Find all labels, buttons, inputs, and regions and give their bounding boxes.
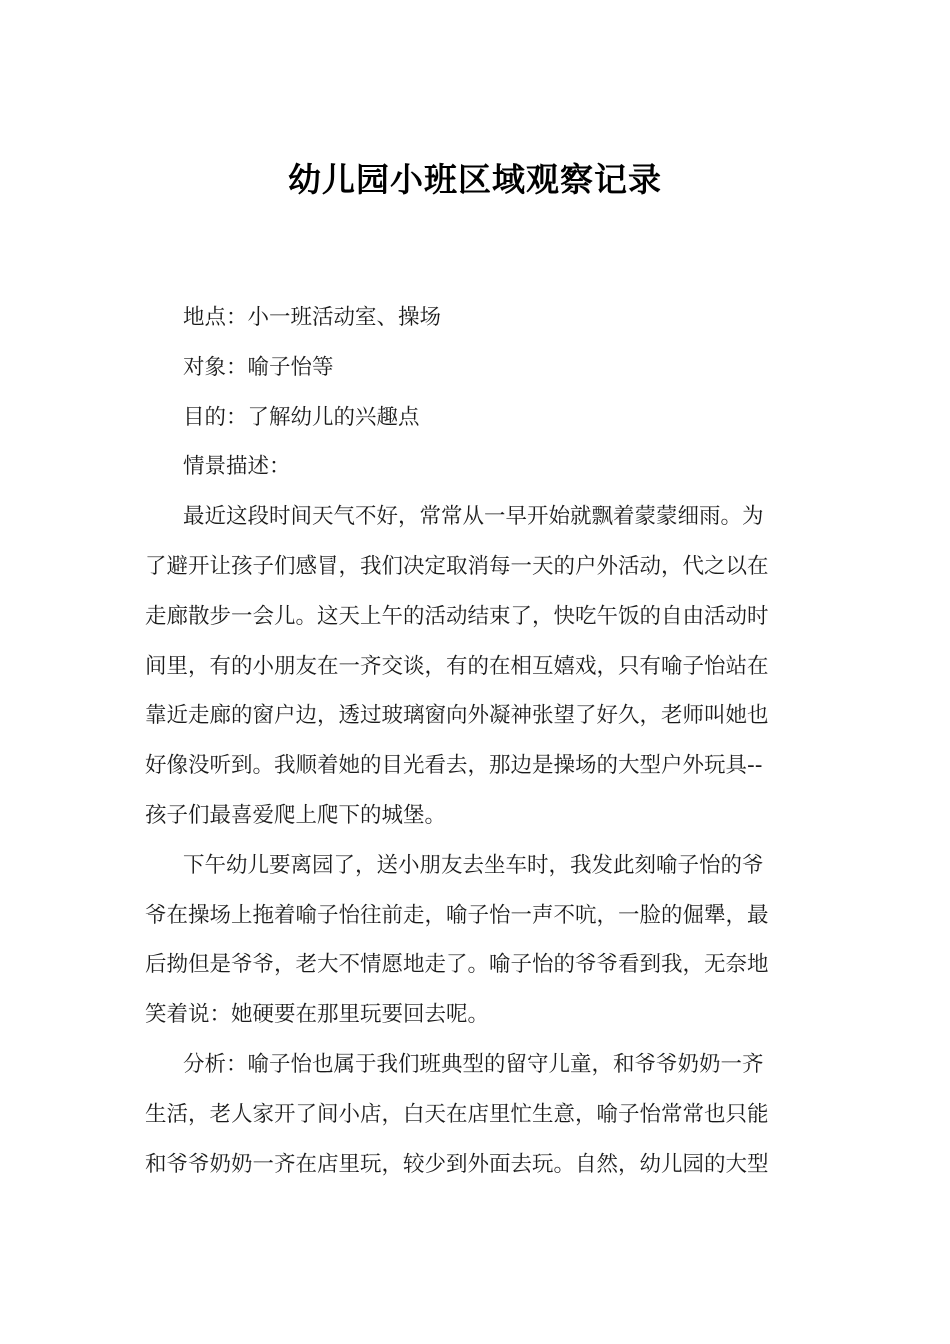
scene-heading: 情景描述： [183,454,291,480]
document-title: 幼儿园小班区域观察记录 [288,160,662,199]
purpose-line: 目的：了解幼儿的兴趣点 [183,404,420,430]
paragraph-line: 下午幼儿要离园了，送小朋友去坐车时，我发此刻喻子怡的爷 [183,852,764,878]
paragraph-scene-1 [145,492,807,841]
paragraph-line: 好像没听到。我顺着她的目光看去，那边是操场的大型户外玩具-- [145,753,763,779]
paragraph-line: 笑着说：她硬要在那里玩要回去呢。 [145,1002,490,1028]
paragraph-line: 孩子们最喜爱爬上爬下的城堡。 [145,802,447,828]
document-body [145,293,807,1189]
paragraph-line: 了避开让孩子们感冒，我们决定取消每一天的户外活动，代之以在 [145,553,769,579]
paragraph-line: 爷在操场上拖着喻子怡往前走，喻子怡一声不吭，一脸的倔犟，最 [145,902,769,928]
location-line: 地点：小一班活动室、操场 [183,305,442,330]
paragraph-line: 和爷爷奶奶一齐在店里玩，较少到外面去玩。自然，幼儿园的大型 [145,1151,769,1177]
paragraph-line: 最近这段时间天气不好，常常从一早开始就飘着蒙蒙细雨。为 [183,504,764,530]
paragraph-scene-2 [145,841,807,1040]
subject-line: 对象：喻子怡等 [183,354,334,380]
paragraph-line: 靠近走廊的窗户边，透过玻璃窗向外凝神张望了好久，老师叫她也 [145,703,769,729]
paragraph-line: 走廊散步一会儿。这天上午的活动结束了，快吃午饭的自由活动时 [145,603,769,629]
paragraph-line: 生活，老人家开了间小店，白天在店里忙生意，喻子怡常常也只能 [145,1101,769,1127]
paragraph-line: 后拗但是爷爷，老大不情愿地走了。喻子怡的爷爷看到我，无奈地 [145,952,769,978]
paragraph-analysis [145,1040,807,1189]
paragraph-line: 分析：喻子怡也属于我们班典型的留守儿童，和爷爷奶奶一齐 [183,1051,764,1077]
paragraph-line: 间里，有的小朋友在一齐交谈，有的在相互嬉戏，只有喻子怡站在 [145,653,769,679]
